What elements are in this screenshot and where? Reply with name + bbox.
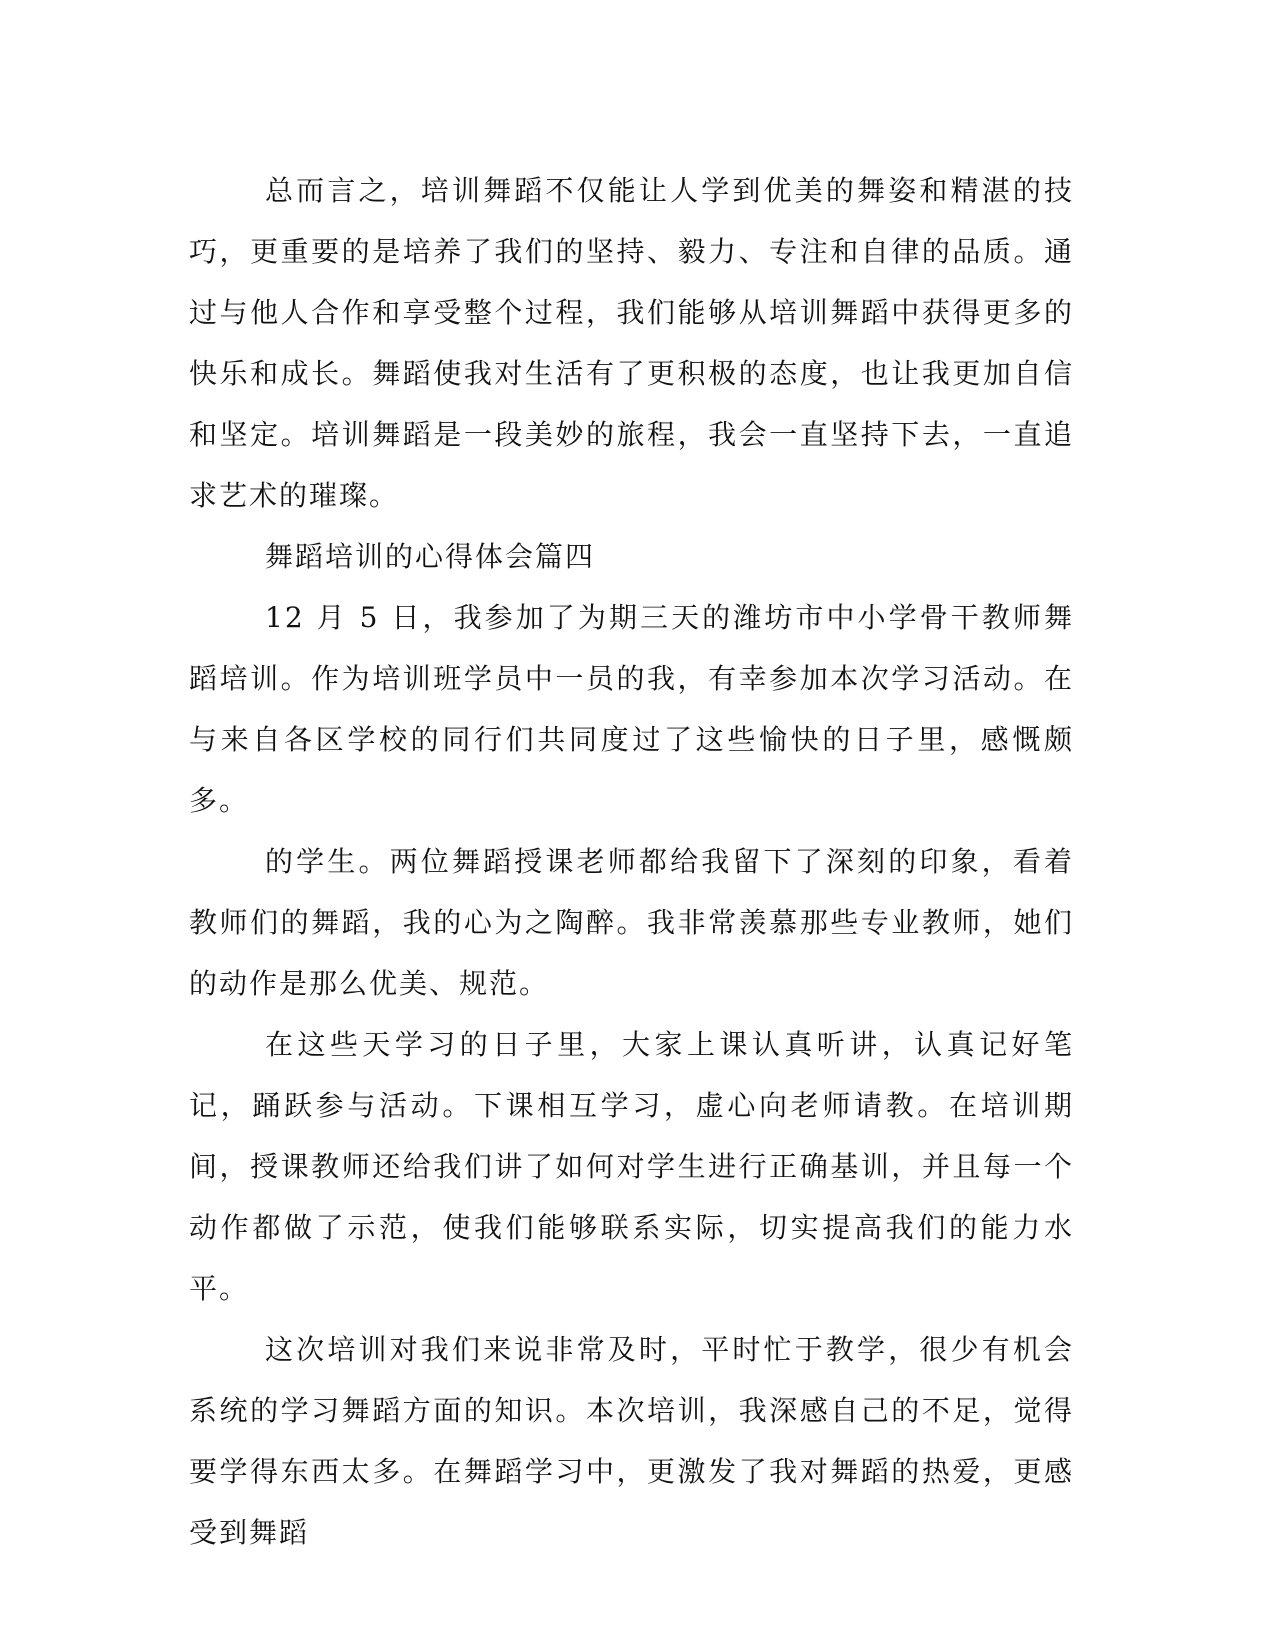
text-line: 跃参与活动。下课相互学习，虚心向老师请教。在培训期间，授课教 — [189, 1089, 1074, 1183]
paragraph-learning-days — [189, 1014, 1074, 1319]
paragraph-teachers — [189, 831, 1074, 1014]
text-line: 长。舞蹈使我对生活有了更积极的态度，也让我更加自信和坚定。培 — [189, 357, 1074, 451]
text-line: 。作为培训班学员中一员的我，有幸参加本次学习活动。在与来自各 — [189, 662, 1074, 756]
text-line: 是那么优美、规范。 — [279, 967, 550, 1000]
document-body — [189, 160, 1074, 1563]
text-line: 范，使我们能够联系实际，切实提高我们的能力水平。 — [189, 1211, 1074, 1305]
text-line: 区学校的同行们共同度过了这些愉快的日子里，感慨颇多。 — [189, 723, 1074, 817]
section-heading — [189, 526, 1074, 587]
text-line: 师还给我们讲了如何对学生进行正确基训，并且每一个动作都做了示 — [189, 1150, 1074, 1244]
text-line: 训舞蹈是一段美妙的旅程，我会一直坚持下去，一直追求艺术的璀璨 — [189, 418, 1074, 512]
text-line: 这次培训对我们来说非常及时，平时忙于教学，很少有机会系统 — [189, 1333, 1074, 1427]
text-line: 们的舞蹈，我的心为之陶醉。我非常羡慕那些专业教师，她们的动作 — [189, 906, 1074, 1000]
paragraph-summary — [189, 160, 1074, 526]
text-line: 12 月 5 日，我参加了为期三天的潍坊市中小学骨干教师舞蹈培训 — [189, 601, 1074, 695]
paragraph-timely-training — [189, 1319, 1074, 1563]
text-line: 更重要的是培养了我们的坚持、毅力、专注和自律的品质。通过与他 — [189, 235, 1074, 329]
paragraph-training-intro — [189, 587, 1074, 831]
section-heading-text: 舞蹈培训的心得体会篇四 — [265, 540, 596, 573]
text-line: 总而言之，培训舞蹈不仅能让人学到优美的舞姿和精湛的技巧， — [189, 174, 1074, 268]
text-line: 在这些天学习的日子里，大家上课认真听讲，认真记好笔记，踊 — [189, 1028, 1074, 1122]
text-line: 人合作和享受整个过程，我们能够从培训舞蹈中获得更多的快乐和成 — [189, 296, 1074, 390]
text-line: 的学生。两位舞蹈授课老师都给我留下了深刻的印象，看着教师 — [189, 845, 1074, 939]
text-line: 。 — [369, 479, 400, 512]
text-line: 的学习舞蹈方面的知识。本次培训，我深感自己的不足，觉得要学得 — [189, 1394, 1074, 1488]
text-line: 东西太多。在舞蹈学习中，更激发了我对舞蹈的热爱，更感受到舞蹈 — [189, 1455, 1074, 1549]
